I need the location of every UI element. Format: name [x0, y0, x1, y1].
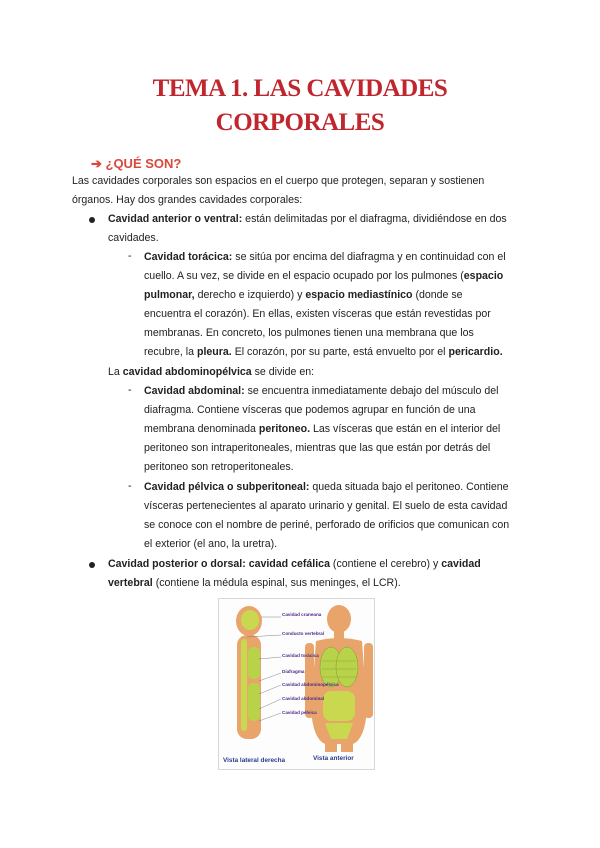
label-conducto: Conducto vertebral	[282, 631, 325, 636]
toracica-text-3d: (donde se	[412, 289, 463, 301]
toracica-line-1	[144, 248, 532, 268]
anatomy-illustration	[219, 599, 374, 769]
posterior-text-1: (contiene el cerebro) y	[329, 558, 442, 570]
abdomino-text-c: se divide en:	[251, 366, 315, 378]
anterior-line-1	[108, 210, 528, 230]
label-pelvica: Cavidad pélvica	[282, 710, 317, 715]
caption-anterior: Vista anterior	[313, 755, 354, 762]
pelvica-line-1	[144, 478, 532, 498]
anterior-body	[305, 605, 373, 752]
title-line-2: CORPORALES	[215, 109, 385, 136]
label-toracica: Cavidad torácica	[282, 653, 319, 658]
toracica-bold-3a: pulmonar,	[144, 289, 195, 301]
abdomino-bold: cavidad abdominopélvica	[122, 366, 252, 378]
toracica-bold-2b: espacio	[463, 270, 504, 282]
pelvica-text-1: queda situada bajo el peritoneo. Contiene	[309, 481, 509, 493]
pelvica-line-2: vísceras pertenecientes al aparato urinario y genital. El suelo de esta cavidad	[144, 500, 508, 512]
posterior-bold-2: cavidad	[441, 558, 481, 570]
pelvica-term: Cavidad pélvica o subperitoneal:	[144, 481, 310, 493]
toracica-text-6a: recubre, la	[144, 346, 197, 358]
toracica-term: Cavidad torácica:	[144, 251, 233, 263]
label-abdominopelvica: Cavidad abdominopélvica	[282, 682, 339, 687]
anterior-term: Cavidad anterior o ventral:	[108, 213, 243, 225]
abdominal-line-1	[144, 382, 532, 402]
abdominal-text-3a: membrana denominada	[144, 423, 259, 435]
abdominal-bold-3b: peritoneo.	[258, 423, 311, 435]
toracica-line-2	[144, 267, 532, 287]
toracica-bold-3c: espacio mediastínico	[305, 289, 413, 301]
toracica-line-6	[144, 343, 532, 363]
posterior-line-2	[108, 574, 528, 594]
intro-line-2: órganos. Hay dos grandes cavidades corporales:	[72, 194, 303, 206]
toracica-text-1: se sitúa por encima del diafragma y en continuidad con el	[232, 251, 506, 263]
pelvica-line-3: se conoce con el nombre de periné, perforado de orificios que comunican con	[144, 519, 510, 531]
dash-icon: -	[128, 384, 132, 396]
toracica-text-2a: cuello. A su vez, se divide en el espacio ocupado por los pulmones (	[144, 270, 464, 282]
dash-icon: -	[128, 480, 132, 492]
bullet-icon	[89, 217, 95, 223]
toracica-text-6c: El corazón, por su parte, está envuelto por el	[231, 346, 449, 358]
section-heading: ➔ ¿QUÉ SON?	[91, 156, 182, 171]
title-line-1: TEMA 1. LAS CAVIDADES	[152, 75, 448, 102]
posterior-text-4: (contiene la médula espinal, sus meninges, el LCR).	[152, 577, 401, 589]
toracica-text-3b: derecho e izquierdo) y	[194, 289, 306, 301]
pelvica-line-4: el exterior (el ano, la uretra).	[144, 538, 278, 550]
posterior-term: Cavidad posterior o dorsal: cavidad cefálica	[108, 558, 330, 570]
label-craneana: Cavidad craneana	[282, 612, 322, 617]
abdominal-line-4: peritoneo son intraperitoneales, mientras que las que están por detrás del	[144, 442, 491, 454]
abdomino-line	[108, 363, 528, 383]
lateral-body	[236, 606, 281, 739]
toracica-bold-6d: pericardio.	[448, 346, 503, 358]
anterior-line-2: cavidades.	[108, 232, 159, 244]
toracica-line-5: membranas. En concreto, los pulmones tienen una membrana que los	[144, 327, 474, 339]
posterior-line-1	[108, 555, 528, 575]
intro-line-1: Las cavidades corporales son espacios en el cuerpo que protegen, separan y sostienen	[72, 175, 485, 187]
abdominal-term: Cavidad abdominal:	[144, 385, 245, 397]
label-diafragma: Diafragma	[282, 669, 305, 674]
abdominal-line-5: peritoneo son retroperitoneales.	[144, 461, 294, 473]
anterior-text-1: están delimitadas por el diafragma, dividiéndose en dos	[242, 213, 507, 225]
page-title	[0, 72, 600, 140]
caption-lateral: Vista lateral derecha	[223, 757, 286, 764]
anatomy-figure	[218, 598, 375, 770]
posterior-bold-3: vertebral	[108, 577, 153, 589]
dash-icon: -	[128, 250, 132, 262]
toracica-line-3	[144, 286, 532, 306]
abdomino-text-a: La	[108, 366, 123, 378]
toracica-bold-6b: pleura.	[197, 346, 232, 358]
label-abdominal: Cavidad abdominal	[282, 696, 325, 701]
toracica-line-4: encuentra el corazón). En ellas, existen vísceras que están revestidas por	[144, 308, 491, 320]
bullet-icon	[89, 562, 95, 568]
abdominal-text-1: se encuentra inmediatamente debajo del músculo del	[244, 385, 499, 397]
abdominal-line-3	[144, 420, 532, 440]
abdominal-line-2: diafragma. Contiene vísceras que podemos agrupar en función de una	[144, 404, 476, 416]
abdominal-text-3c: Las vísceras que están en el interior del	[310, 423, 501, 435]
